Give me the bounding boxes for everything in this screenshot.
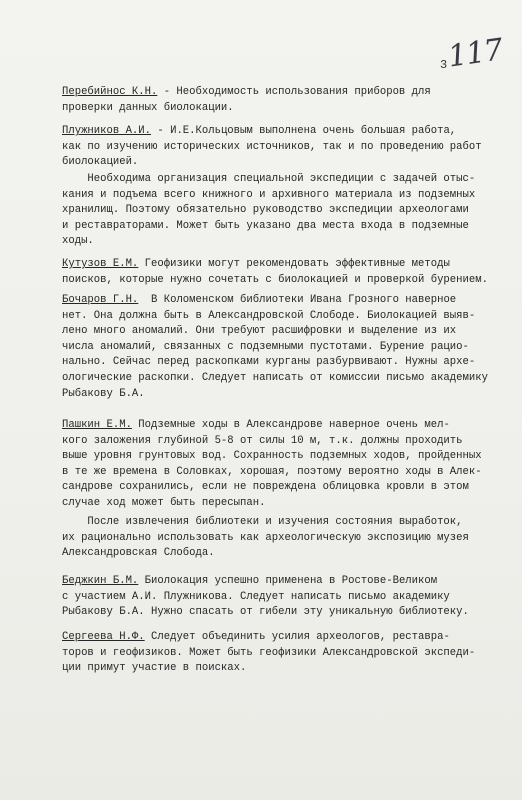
text-line: Необходима организация специальной экспедиции с задачей отыс- [62,173,476,185]
text-line: кания и подъема всего книжного и архивного материала из подземных [62,188,476,201]
speaker-name: Плужников А.И. [62,125,152,137]
text-line: как по изучению исторических источников, так и по проведению работ [62,140,482,153]
text-line: выше уровня грунтовых вод. Сохранность подземных ходов, пройденных [62,450,482,463]
paragraph-kutuzov [62,257,488,288]
text-line: с участием А.И. Плужникова. Следует написать письмо академику [62,590,450,603]
paragraph-perebiynos [62,85,480,116]
paragraph-pluzhnikov [62,124,480,171]
text-line: Биолокация успешно применена в Ростове-Великом [138,575,438,587]
text-line: кого заложения глубиной 5-8 от силы 10 м, т.к. должны проходить [62,434,463,447]
paragraph-bocharov [62,293,488,402]
text-line: Геофизики могут рекомендовать эффективные методы [138,258,450,270]
text-line: хранилищ. Поэтому обязательно руководство экспедиции археологами [62,204,469,217]
text-line: поисков, которые нужно сочетать с биолокацией и проверкой бурением. [62,273,488,286]
text-line: нально. Сейчас перед раскопками курганы разбурвивают. Нужны архе- [62,356,476,369]
text-line: ции примут участие в поисках. [62,662,247,675]
speaker-name: Пашкин Е.М. [62,419,132,431]
text-line: Следует объединить усилия археологов, реставра- [144,631,450,643]
text-line: Рыбакову Б.А. [62,387,145,400]
paragraph-expedition [62,172,480,250]
speaker-name: Сергеева Н.Ф. [62,631,145,643]
paragraph-sergeeva [62,630,480,677]
text-line: Александровская Слобода. [62,547,215,560]
text-line: Рыбакову Б.А. Нужно спасать от гибели эту уникальную библиотеку. [62,606,469,619]
text-line: сандрове сохранились, если не повреждена облицовка кровли в этом [62,481,469,494]
text-line: нет. Она должна быть в Александровской Слободе. Биолокацией выяв- [62,309,476,322]
paragraph-pashkin [62,418,480,512]
paragraph-bedzhkin [62,574,480,621]
text-line: - Необходимость использования приборов для [157,86,431,98]
text-line: После извлечения библиотеки и изучения состояния выработок, [62,516,463,528]
text-line: ходы. [62,235,94,248]
speaker-name: Кутузов Е.М. [62,258,139,270]
archive-sheet-number: 117 [445,32,505,75]
text-line: торов и геофизиков. Может быть геофизики Александровской экспеди- [62,646,476,659]
speaker-name: Бочаров Г.Н. [62,294,139,306]
page-number: 3 [440,58,448,72]
text-line: В Коломенском библиотеки Ивана Грозного наверное [138,294,457,306]
text-line: случае ход может быть пересыпан. [62,496,266,509]
text-line: Подземные ходы в Александрове наверное очень мел- [131,419,450,431]
paragraph-museum [62,515,480,562]
text-line: и реставраторами. Может быть указано два места входа в подземные [62,219,469,232]
text-line: ологические раскопки. Следует написать от комиссии письмо академику [62,371,488,384]
text-line: проверки данных биолокации. [62,101,234,114]
text-line: биолокацией. [62,156,139,169]
text-line: их рационально использовать как археологическую экспозицию музея [62,531,469,544]
text-line: лено много аномалий. Они требуют расшифровки и выделение из их [62,325,457,338]
text-line: - И.Е.Кольцовым выполнена очень большая работа, [151,125,457,137]
text-line: в те же времена в Соловках, хорошая, поэтому вероятно ходы в Алек- [62,465,482,478]
speaker-name: Перебийнос К.Н. [62,86,158,98]
text-line: числа аномалий, связанных с подземными пустотами. Бурение рацио- [62,340,469,353]
speaker-name: Беджкин Б.М. [62,575,139,587]
